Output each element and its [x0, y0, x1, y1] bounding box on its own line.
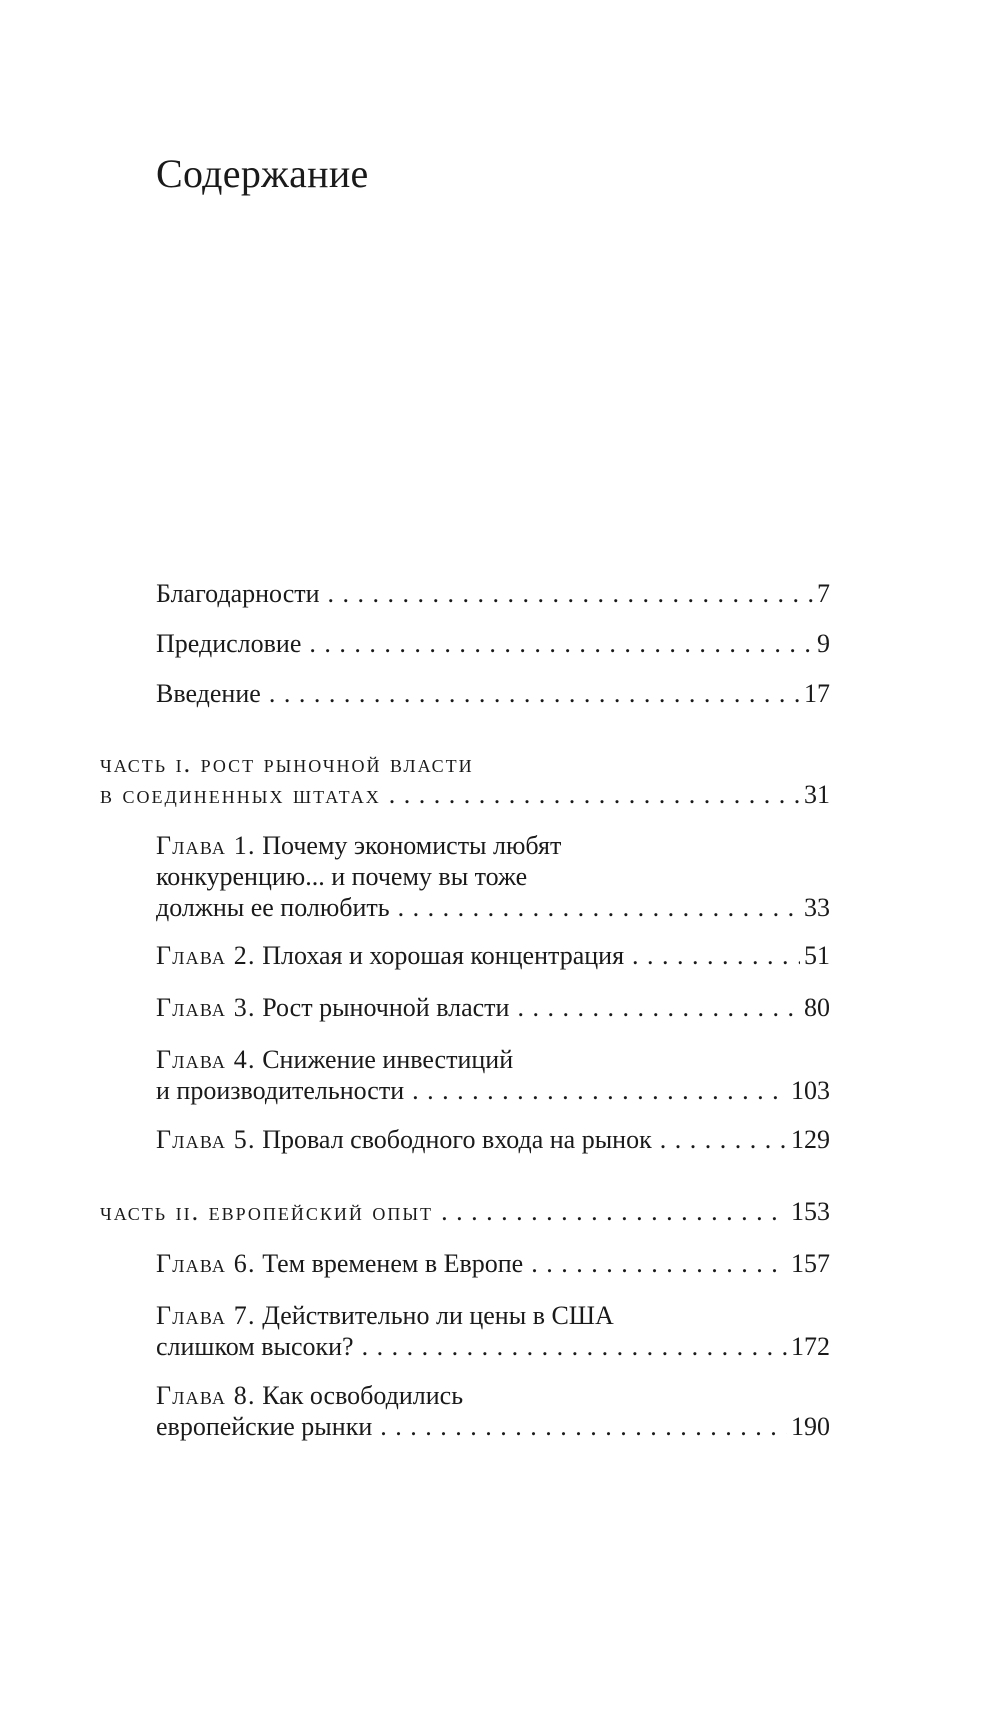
chapter-label: Глава 7. — [156, 1301, 256, 1330]
page-title: Содержание — [156, 151, 369, 196]
part-title-line: в соединенных штатах — [100, 780, 381, 809]
chapter-title-line: Глава 4. Снижение инвестиций — [156, 1045, 514, 1074]
dot-leader — [309, 628, 813, 659]
chapter-title-line: конкуренцию... и почему вы тоже — [156, 862, 528, 891]
chapter-title-line: Глава 8. Как освободились — [156, 1381, 464, 1410]
entry-page: 157 — [791, 1249, 830, 1278]
chapter-title-line: европейские рынки — [156, 1412, 373, 1441]
dot-leader — [328, 578, 813, 609]
toc-entry-introduction[interactable] — [156, 678, 830, 709]
toc-part-2[interactable] — [100, 1196, 830, 1227]
dot-leader — [660, 1124, 787, 1155]
entry-page: 153 — [791, 1197, 830, 1226]
toc-chapter-6[interactable] — [156, 1248, 830, 1279]
chapter-title-line: Глава 2. Плохая и хорошая концентрация — [156, 941, 625, 970]
chapter-label: Глава 5. — [156, 1125, 256, 1154]
chapter-label: Глава 6. — [156, 1249, 256, 1278]
entry-title: Введение — [156, 679, 261, 708]
toc-entry-preface[interactable] — [156, 628, 830, 659]
entry-title: Предисловие — [156, 629, 302, 658]
dot-leader — [517, 992, 800, 1023]
chapter-title-line: Глава 5. Провал свободного входа на рынок — [156, 1125, 652, 1154]
toc-chapter-1[interactable] — [156, 830, 830, 923]
dot-leader — [531, 1248, 787, 1279]
chapter-label: Глава 4. — [156, 1045, 256, 1074]
dot-leader — [441, 1196, 787, 1227]
chapter-title-line: должны ее полюбить — [156, 893, 390, 922]
entry-page: 17 — [804, 679, 830, 708]
dot-leader — [380, 1411, 787, 1442]
entry-page: 51 — [804, 941, 830, 970]
entry-page: 31 — [804, 780, 830, 809]
toc-part-1[interactable] — [100, 748, 830, 810]
toc-chapter-8[interactable] — [156, 1380, 830, 1442]
toc-chapter-5[interactable] — [156, 1124, 830, 1155]
dot-leader — [389, 779, 800, 810]
dot-leader — [412, 1075, 787, 1106]
toc-chapter-7[interactable] — [156, 1300, 830, 1362]
dot-leader — [362, 1331, 787, 1362]
dot-leader — [398, 892, 800, 923]
toc-chapter-3[interactable] — [156, 992, 830, 1023]
chapter-label: Глава 3. — [156, 993, 256, 1022]
part-title-line: часть ii. европейский опыт — [100, 1197, 434, 1226]
chapter-label: Глава 8. — [156, 1381, 256, 1410]
entry-page: 190 — [791, 1412, 830, 1441]
chapter-label: Глава 1. — [156, 831, 256, 860]
dot-leader — [269, 678, 800, 709]
entry-page: 172 — [791, 1332, 830, 1361]
entry-page: 103 — [791, 1076, 830, 1105]
entry-page: 9 — [817, 629, 830, 658]
chapter-title-line: Глава 6. Тем временем в Европе — [156, 1249, 524, 1278]
chapter-title-line: Глава 1. Почему экономисты любят — [156, 831, 562, 860]
chapter-title-line: слишком высоки? — [156, 1332, 354, 1361]
entry-page: 33 — [804, 893, 830, 922]
chapter-title-line: и производительности — [156, 1076, 405, 1105]
chapter-title-line: Глава 3. Рост рыночной власти — [156, 993, 510, 1022]
entry-page: 7 — [817, 579, 830, 608]
part-title-line: часть i. рост рыночной власти — [100, 749, 474, 778]
entry-title: Благодарности — [156, 579, 320, 608]
toc-chapter-2[interactable] — [156, 940, 830, 971]
chapter-label: Глава 2. — [156, 941, 256, 970]
chapter-title-line: Глава 7. Действительно ли цены в США — [156, 1301, 614, 1330]
toc-chapter-4[interactable] — [156, 1044, 830, 1106]
entry-page: 129 — [791, 1125, 830, 1154]
dot-leader — [632, 940, 800, 971]
toc-entry-acknowledgements[interactable] — [156, 578, 830, 609]
entry-page: 80 — [804, 993, 830, 1022]
